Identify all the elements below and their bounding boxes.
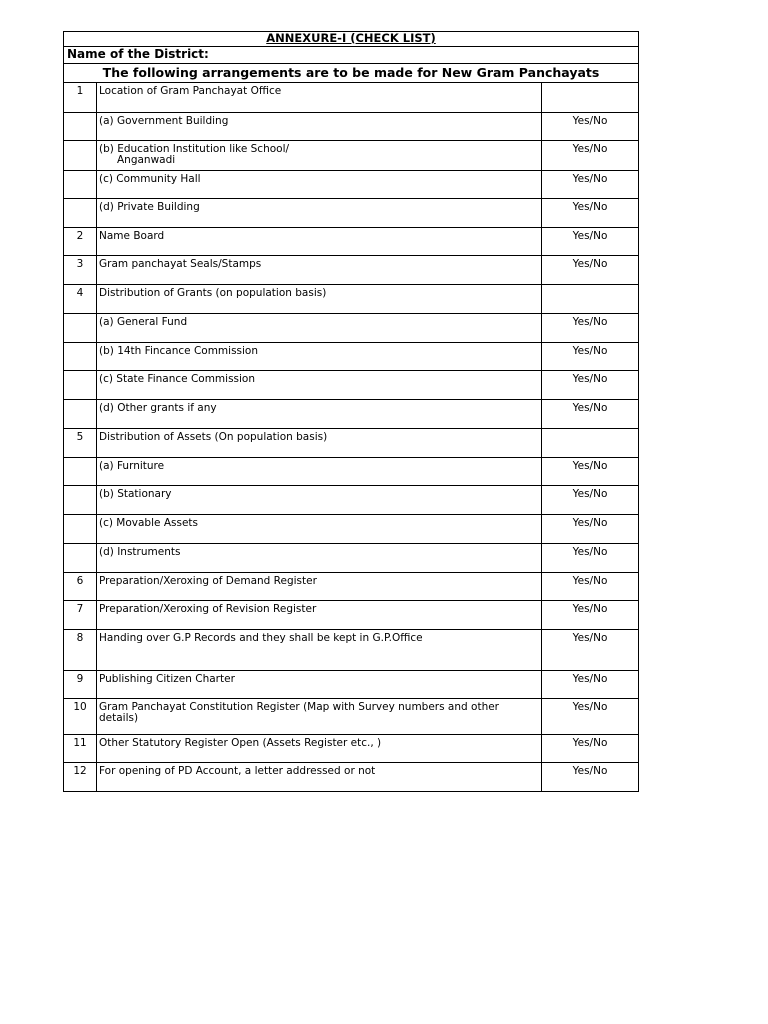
item-text: (d) Other grants if any (99, 402, 217, 414)
item-number (64, 199, 97, 228)
item-number: 12 (64, 763, 97, 792)
item-description (97, 343, 542, 371)
yes-no-answer: Yes/No (542, 256, 639, 285)
item-text: Name Board (99, 230, 165, 242)
item-number (64, 141, 97, 171)
item-description (97, 141, 542, 171)
item-description (97, 763, 542, 792)
item-number: 11 (64, 735, 97, 763)
checklist-row (64, 400, 639, 429)
checklist-row (64, 83, 639, 113)
item-number: 5 (64, 429, 97, 458)
item-description (97, 171, 542, 199)
yes-no-answer (542, 285, 639, 314)
item-number: 3 (64, 256, 97, 285)
item-text: (a) Furniture (99, 460, 165, 472)
checklist-row (64, 671, 639, 699)
item-description (97, 371, 542, 400)
title-row (64, 32, 639, 47)
item-description (97, 544, 542, 573)
item-number: 10 (64, 699, 97, 735)
yes-no-answer: Yes/No (542, 515, 639, 544)
item-description (97, 113, 542, 141)
item-description (97, 735, 542, 763)
item-description (97, 671, 542, 699)
item-number (64, 371, 97, 400)
item-number (64, 343, 97, 371)
item-number (64, 314, 97, 343)
item-number (64, 486, 97, 515)
item-description (97, 573, 542, 601)
item-description (97, 429, 542, 458)
item-number (64, 113, 97, 141)
district-label: Name of the District: (64, 47, 639, 64)
yes-no-answer: Yes/No (542, 400, 639, 429)
item-number: 6 (64, 573, 97, 601)
checklist-row (64, 314, 639, 343)
item-text-continued: Anganwadi (117, 154, 176, 166)
item-text: (a) General Fund (99, 316, 188, 328)
item-text: (b) Education Institution like School/ (99, 143, 290, 155)
checklist-table (63, 31, 639, 792)
checklist-row (64, 544, 639, 573)
item-description (97, 458, 542, 486)
checklist-row (64, 285, 639, 314)
item-number: 8 (64, 630, 97, 671)
item-text: Distribution of Assets (On population basis) (99, 431, 328, 443)
item-number: 1 (64, 83, 97, 113)
item-number (64, 515, 97, 544)
checklist-row (64, 141, 639, 171)
item-description (97, 486, 542, 515)
item-text: (d) Instruments (99, 546, 181, 558)
checklist-row (64, 515, 639, 544)
checklist-row (64, 228, 639, 256)
intro-text: The following arrangements are to be made for New Gram Panchayats (64, 64, 639, 83)
item-number (64, 171, 97, 199)
item-number: 2 (64, 228, 97, 256)
item-number: 4 (64, 285, 97, 314)
yes-no-answer: Yes/No (542, 735, 639, 763)
item-description (97, 285, 542, 314)
yes-no-answer: Yes/No (542, 371, 639, 400)
yes-no-answer: Yes/No (542, 458, 639, 486)
item-description (97, 83, 542, 113)
checklist-row (64, 171, 639, 199)
yes-no-answer: Yes/No (542, 671, 639, 699)
checklist-row (64, 371, 639, 400)
yes-no-answer: Yes/No (542, 141, 639, 171)
checklist-row (64, 601, 639, 630)
document-title: ANNEXURE-I (CHECK LIST) (64, 32, 639, 47)
yes-no-answer: Yes/No (542, 544, 639, 573)
yes-no-answer: Yes/No (542, 486, 639, 515)
checklist-sheet (63, 31, 638, 792)
yes-no-answer: Yes/No (542, 113, 639, 141)
checklist-row (64, 573, 639, 601)
item-text: (a) Government Building (99, 115, 229, 127)
item-text: Distribution of Grants (on population basis) (99, 287, 327, 299)
yes-no-answer: Yes/No (542, 228, 639, 256)
district-row (64, 47, 639, 64)
item-description (97, 228, 542, 256)
item-description (97, 314, 542, 343)
item-text: (c) Community Hall (99, 173, 201, 185)
item-description (97, 256, 542, 285)
item-number: 7 (64, 601, 97, 630)
item-description (97, 515, 542, 544)
item-text: (c) State Finance Commission (99, 373, 256, 385)
item-number (64, 400, 97, 429)
yes-no-answer: Yes/No (542, 699, 639, 735)
yes-no-answer: Yes/No (542, 763, 639, 792)
yes-no-answer (542, 83, 639, 113)
item-text: Publishing Citizen Charter (99, 673, 235, 685)
item-text: (b) Stationary (99, 488, 172, 500)
checklist-row (64, 429, 639, 458)
intro-row (64, 64, 639, 83)
checklist-row (64, 256, 639, 285)
item-text: Handing over G.P Records and they shall be kept in G.P.Office (99, 632, 423, 644)
checklist-row (64, 630, 639, 671)
item-description (97, 630, 542, 671)
yes-no-answer: Yes/No (542, 601, 639, 630)
item-description (97, 199, 542, 228)
checklist-row (64, 735, 639, 763)
item-number (64, 458, 97, 486)
item-description (97, 601, 542, 630)
yes-no-answer: Yes/No (542, 573, 639, 601)
checklist-row (64, 343, 639, 371)
checklist-row (64, 458, 639, 486)
item-text: Gram panchayat Seals/Stamps (99, 258, 262, 270)
checklist-row (64, 699, 639, 735)
item-number (64, 544, 97, 573)
checklist-row (64, 113, 639, 141)
item-text: Location of Gram Panchayat Office (99, 85, 282, 97)
item-text: Preparation/Xeroxing of Demand Register (99, 575, 317, 587)
yes-no-answer (542, 429, 639, 458)
item-description (97, 699, 542, 735)
item-text: Preparation/Xeroxing of Revision Register (99, 603, 317, 615)
item-text: Other Statutory Register Open (Assets Register etc., ) (99, 737, 382, 749)
item-text: (d) Private Building (99, 201, 200, 213)
yes-no-answer: Yes/No (542, 343, 639, 371)
item-description (97, 400, 542, 429)
item-text: (b) 14th Fincance Commission (99, 345, 259, 357)
item-number: 9 (64, 671, 97, 699)
item-text: (c) Movable Assets (99, 517, 198, 529)
yes-no-answer: Yes/No (542, 171, 639, 199)
checklist-row (64, 486, 639, 515)
yes-no-answer: Yes/No (542, 199, 639, 228)
checklist-row (64, 763, 639, 792)
checklist-row (64, 199, 639, 228)
yes-no-answer: Yes/No (542, 314, 639, 343)
item-text: For opening of PD Account, a letter addressed or not (99, 765, 376, 777)
item-text: Gram Panchayat Constitution Register (Map with Survey numbers and other details) (99, 701, 499, 724)
yes-no-answer: Yes/No (542, 630, 639, 671)
